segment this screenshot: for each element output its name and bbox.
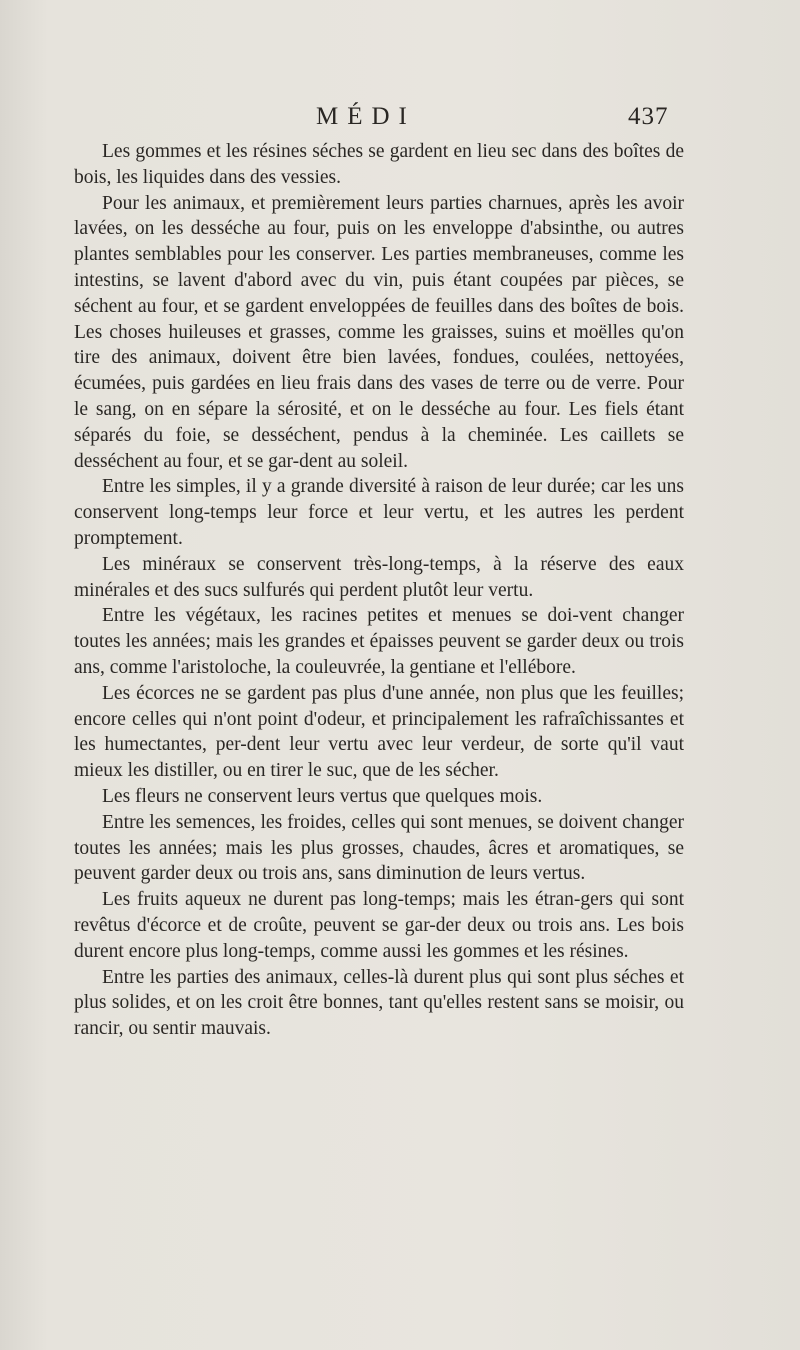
paragraph-fruits: Les fruits aqueux ne durent pas long-temps; mais les étran-gers qui sont revêtus d'écorce et de croûte, peuvent se gar-der deux ou trois ans. Les bois durent encore plus long-temps, comme aussi les gommes et les résines. — [74, 889, 684, 962]
paragraph-gommes: Les gommes et les résines séches se gardent en lieu sec dans des boîtes de bois, les liquides dans des vessies. — [74, 141, 684, 188]
body-text — [74, 139, 684, 1042]
paragraph-parties-animaux: Entre les parties des animaux, celles-là durent plus qui sont plus séches et plus solides, et on les croit être bonnes, tant qu'elles restent sans se moisir, ou rancir, ou sentir mauvais. — [74, 966, 684, 1040]
page-number: 437 — [628, 103, 669, 130]
paragraph-semences: Entre les semences, les froides, celles qui sont menues, se doivent changer toutes les années; mais les plus grosses, chaudes, âcres et aromatiques, se peuvent garder deux ou trois ans, sans diminution de leurs vertus. — [74, 811, 684, 885]
page-header — [0, 103, 800, 139]
paragraph-ecorces: Les écorces ne se gardent pas plus d'une année, non plus que les feuilles; encore celles qui n'ont point d'odeur, et principalement les rafraîchissantes et les humectantes, per-dent leur vertu avec leur verdeur, de sorte qu'il vaut mieux les distiller, ou en tirer le suc, que de les sécher. — [74, 682, 684, 782]
paragraph-fleurs: Les fleurs ne conservent leurs vertus que quelques mois. — [102, 785, 543, 807]
running-head: MÉDI — [316, 103, 416, 130]
paragraph-mineraux: Les minéraux se conservent très-long-temps, à la réserve des eaux minérales et des sucs sulfurés qui perdent plutôt leur vertu. — [74, 553, 684, 601]
paragraph-simples: Entre les simples, il y a grande diversité à raison de leur durée; car les uns conservent long-temps leur force et leur vertu, et les autres les perdent promptement. — [74, 476, 684, 549]
paragraph-vegetaux: Entre les végétaux, les racines petites et menues se doi-vent changer toutes les années; mais les grandes et épaisses peuvent se garder deux ou trois ans, comme l'aristoloche, la couleuvrée, la gentiane et l'ellébore. — [74, 605, 684, 678]
paragraph-animaux: Pour les animaux, et premièrement leurs parties charnues, après les avoir lavées, on les desséche au four, puis on les enveloppe d'absinthe, ou autres plantes semblables pour les conserver. Les parties membraneuses, comme les intestins, se lavent d'abord avec du vin, puis étant coupées par pièces, se séchent au four, et se gardent enveloppées de feuilles dans des boîtes de bois. Les choses huileuses et grasses, comme les graisses, suins et moëlles qu'on tire des animaux, doivent être bien lavées, fondues, coulées, nettoyées, écumées, puis gardées en lieu frais dans des vases de terre ou de verre. Pour le sang, on en sépare la sérosité, et on le desséche au four. Les fiels étant séparés du foie, se desséchent, pendus à la cheminée. Les caillets se desséchent au four, et se gar-dent au soleil. — [74, 192, 684, 472]
